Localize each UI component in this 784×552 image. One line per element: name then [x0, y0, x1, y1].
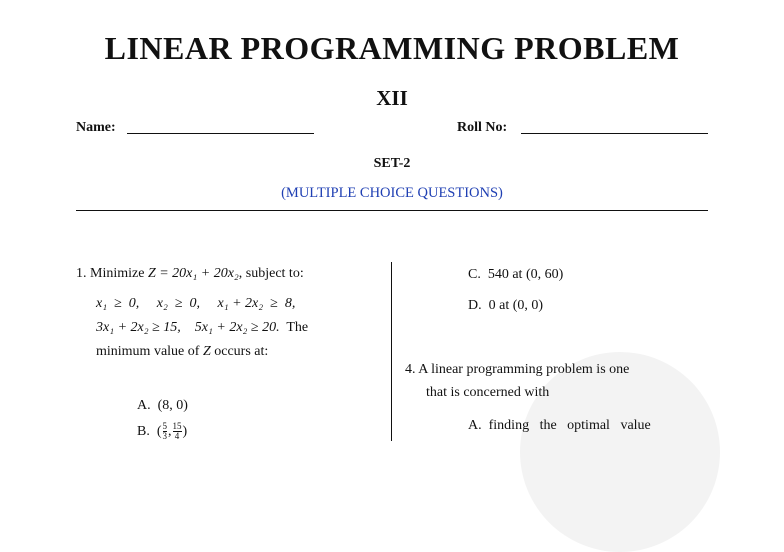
name-label: Name: [76, 120, 116, 135]
question-number: 4. [405, 362, 416, 377]
option-d[interactable]: D. 0 at (0, 0) [468, 298, 544, 313]
question-4-line-2: that is concerned with [426, 385, 550, 400]
option-c[interactable]: C. 540 at (0, 60) [468, 267, 564, 282]
question-stem-prefix: Minimize [90, 266, 145, 281]
objective-function: Z = 20x₁ + 20x₂ [147, 266, 239, 281]
roll-field-line [521, 133, 708, 134]
option-b[interactable]: B. ( $\frac{5}{3}$ , $\frac{15}{4}$ ) [137, 421, 188, 442]
constraints-line-2: 3x₁ + 2x₂ ≥ 15, 5x₁ + 2x₂ ≥ 20. The [96, 320, 309, 335]
name-field-line [127, 133, 314, 134]
header-rule [76, 210, 708, 211]
question-stem-suffix: , subject to: [238, 266, 304, 281]
constraints-line-1: x₁ ≥ 0, x₂ ≥ 0, x₁ + 2x₂ ≥ 8, [96, 296, 296, 311]
section-label: (MULTIPLE CHOICE QUESTIONS) [281, 185, 503, 201]
question-1 [76, 262, 376, 286]
roll-label: Roll No: [457, 120, 508, 135]
column-divider [391, 262, 392, 441]
fraction-y: $\frac{15}{4}$ [172, 421, 182, 442]
question-number: 1. [76, 266, 87, 281]
fraction-x: $\frac{5}{3}$ [162, 421, 168, 442]
option-a[interactable]: A. (8, 0) [137, 398, 188, 413]
page-title: LINEAR PROGRAMMING PROBLEM [104, 30, 680, 66]
question-1-end: minimum value of Z occurs at: [96, 344, 269, 359]
question-4: 4. A linear programming problem is one [405, 362, 630, 377]
watermark-circle [520, 352, 720, 552]
set-label: SET-2 [373, 156, 411, 171]
q4-option-a[interactable]: A. finding the optimal value [468, 418, 651, 433]
grade-label: XII [376, 86, 408, 110]
